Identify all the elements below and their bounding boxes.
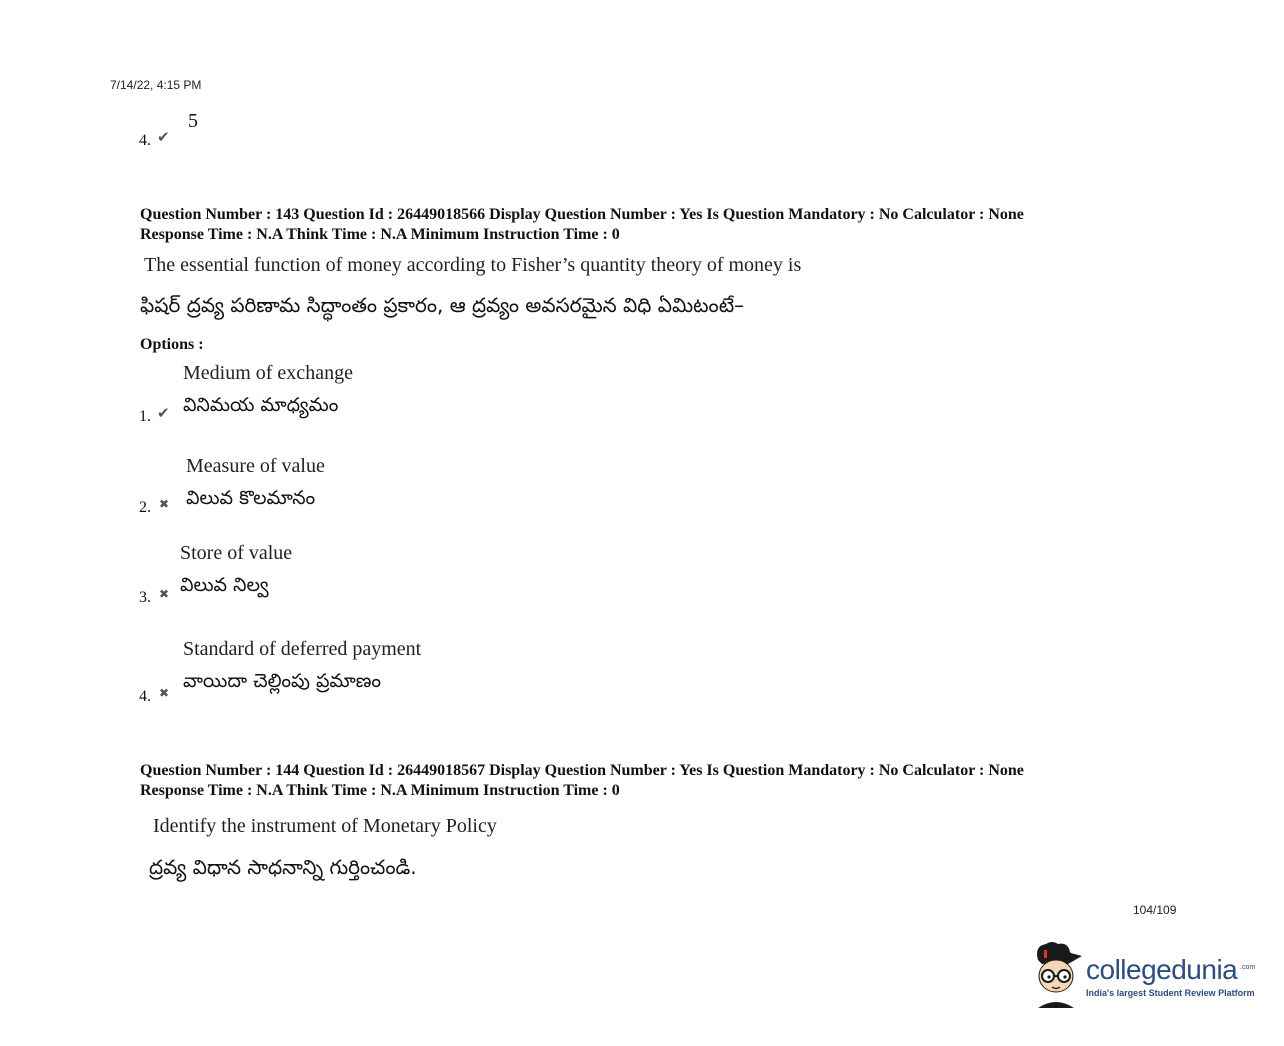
logo-tagline: India's largest Student Review Platform (1086, 988, 1255, 998)
option-3-te: విలువ నిల్వ (180, 574, 269, 596)
option-4-number: 4. (139, 688, 151, 705)
option-3-number: 3. (139, 589, 151, 606)
option-3-en: Store of value (180, 542, 293, 564)
question-text-te: ఫిషర్ ద్రవ్య పరిణామ సిద్ధాంతం ప్రకారం, ఆ ద్రవ్యం అవసరమైన విధి ఏమిటంటే– (140, 293, 745, 317)
prev-option-value: 5 (188, 110, 198, 132)
collegedunia-logo (1024, 938, 1264, 1010)
mascot-icon (1024, 938, 1084, 1010)
question-text-te: ద్రవ్య విధాన సాధనాన్ని గుర్తించండి. (149, 855, 417, 879)
question-meta-line1: Question Number : 144 Question Id : 26449018567 Display Question Number : Yes Is Question Mandatory : No Calculator : None (140, 762, 1024, 779)
print-timestamp: 7/14/22, 4:15 PM (110, 78, 202, 92)
option-1-te: వినిమయ మాధ్యమం (183, 394, 339, 416)
option-4-en: Standard of deferred payment (183, 638, 422, 660)
option-4-te: వాయిదా చెల్లింపు ప్రమాణం (183, 670, 382, 692)
prev-option-number: 4. (139, 132, 151, 149)
logo-suffix: .com (1240, 964, 1256, 971)
page-number: 104/109 (1133, 903, 1177, 917)
check-icon: ✔ (157, 404, 170, 422)
question-text-en: Identify the instrument of Monetary Policy (153, 815, 497, 837)
option-2-te: విలువ కొలమానం (186, 487, 316, 509)
logo-wordmark: collegedunia (1086, 954, 1238, 985)
cross-icon: ✖ (159, 497, 170, 511)
cross-icon: ✖ (159, 686, 170, 700)
option-1-number: 1. (139, 408, 151, 425)
options-label: Options : (140, 336, 204, 353)
option-1-en: Medium of exchange (183, 362, 353, 384)
option-2-en: Measure of value (186, 455, 325, 477)
option-2-number: 2. (139, 499, 151, 516)
cross-icon: ✖ (159, 587, 170, 601)
question-meta-line2: Response Time : N.A Think Time : N.A Minimum Instruction Time : 0 (140, 226, 620, 243)
question-meta-line2: Response Time : N.A Think Time : N.A Minimum Instruction Time : 0 (140, 782, 620, 799)
check-icon: ✔ (157, 128, 170, 146)
question-meta-line1: Question Number : 143 Question Id : 26449018566 Display Question Number : Yes Is Question Mandatory : No Calculator : None (140, 206, 1024, 223)
question-text-en: The essential function of money according to Fisher’s quantity theory of money is (144, 254, 802, 276)
